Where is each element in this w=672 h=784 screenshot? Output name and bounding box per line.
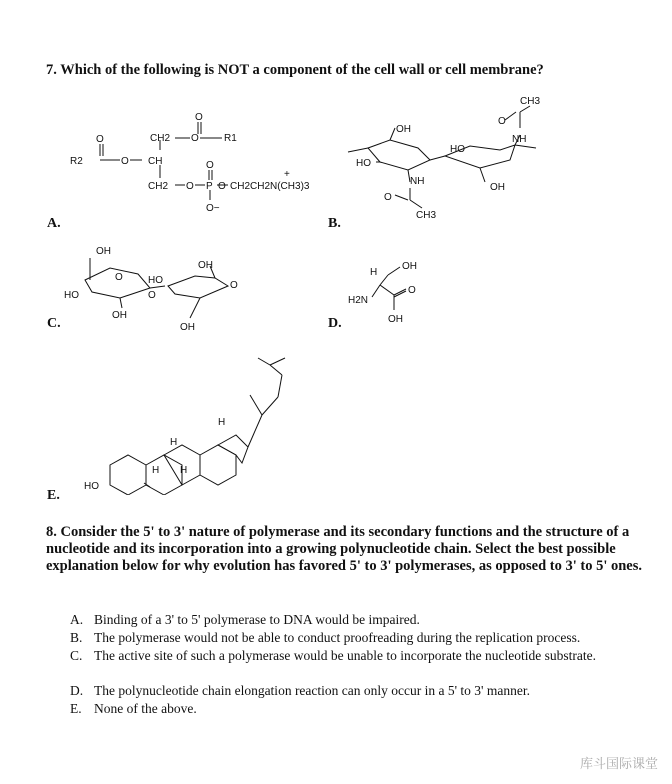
- ch3-right: CH3: [520, 96, 540, 107]
- question-8-title: [46, 524, 656, 575]
- structure-d-serine: [348, 255, 438, 330]
- nh-right: NH: [512, 134, 527, 145]
- plus-sign: +: [284, 169, 290, 180]
- watermark: 库斗国际课堂: [579, 757, 658, 772]
- structure-a-phospholipid: [60, 110, 340, 220]
- oh-mid: OH: [112, 310, 127, 321]
- option-b-label: B.: [328, 216, 341, 231]
- ch2-top: CH2: [150, 133, 171, 144]
- oh-bottom: OH: [388, 314, 403, 325]
- ho-left: HO: [64, 290, 79, 301]
- option-d-label: D.: [328, 316, 342, 331]
- option-e-label: E.: [47, 488, 60, 503]
- h-label: H: [370, 267, 378, 278]
- oh-bottom: OH: [180, 322, 195, 333]
- ho-right: HO: [450, 144, 465, 155]
- ch3-left: CH3: [416, 210, 437, 221]
- o-phosphate-top: O: [206, 160, 214, 171]
- choline-tail: CH2CH2N(CH3)3: [230, 181, 310, 192]
- p-label: P: [206, 181, 213, 192]
- oh-top: OH: [96, 246, 111, 257]
- question-number: 8.: [46, 524, 57, 540]
- oh-bottom-right: OH: [490, 182, 505, 193]
- o-top: O: [191, 133, 199, 144]
- answer-choice-a[interactable]: A. Binding of a 3' to 5' polymerase to DNA would be impaired.: [70, 612, 420, 627]
- o-amide-right: O: [498, 116, 506, 127]
- h-2: H: [152, 465, 160, 476]
- o-ring-left: O: [115, 272, 123, 283]
- ho-mid: HO: [148, 275, 163, 286]
- question-number: 7.: [46, 62, 57, 78]
- o-end: O: [230, 280, 238, 291]
- structure-c-disaccharide: [60, 238, 250, 333]
- option-a-label: A.: [47, 216, 61, 231]
- question-text: Which of the following is NOT a component of the cell wall or cell membrane?: [60, 62, 544, 78]
- o-carbonyl: O: [408, 285, 416, 296]
- ho-label: HO: [84, 481, 99, 492]
- o-carbonyl-left: O: [96, 134, 104, 145]
- oh-right: OH: [198, 260, 213, 271]
- oh-top: OH: [402, 261, 417, 272]
- o-link: O: [148, 290, 156, 301]
- o-left: O: [121, 156, 129, 167]
- question-7-title: [46, 62, 544, 79]
- question-text: Consider the 5' to 3' nature of polymerase and its secondary functions and the structure of a nucleotide and its incorporation into a growing polynucleotide chain. Select the best possible explanation below for why evolution has favored 5' to 3' polymerases, as opposed to 3' to 5' ones.: [46, 524, 643, 574]
- o-phosphate-right: O: [218, 181, 226, 192]
- o-carbonyl-top: O: [195, 112, 203, 123]
- ch2-bottom: CH2: [148, 181, 169, 192]
- oh-top-left: OH: [396, 124, 411, 135]
- o-minus-label: O−: [206, 203, 220, 214]
- option-c-label: C.: [47, 316, 61, 331]
- answer-choice-e[interactable]: E. None of the above.: [70, 701, 197, 716]
- h-4: H: [218, 417, 226, 428]
- ho-left: HO: [356, 158, 371, 169]
- o-bottom: O: [186, 181, 194, 192]
- answer-choice-b[interactable]: B. The polymerase would not be able to conduct proofreading during the replication process.: [70, 630, 581, 645]
- h-3: H: [180, 465, 188, 476]
- h-1: H: [170, 437, 178, 448]
- h2n-label: H2N: [348, 295, 369, 306]
- nh-left: NH: [410, 176, 425, 187]
- r2-label: R2: [70, 156, 83, 167]
- o-amide-left: O: [384, 192, 392, 203]
- structure-b-nag-nam: [340, 90, 540, 225]
- answer-choice-c[interactable]: C. The active site of such a polymerase would be unable to incorporate the nucleotide substrate.: [70, 648, 596, 663]
- structure-e-cholesterol: [70, 355, 300, 495]
- r1-label: R1: [224, 133, 237, 144]
- ch-label: CH: [148, 156, 163, 167]
- answer-choice-d[interactable]: D. The polynucleotide chain elongation reaction can only occur in a 5' to 3' manner.: [70, 683, 530, 698]
